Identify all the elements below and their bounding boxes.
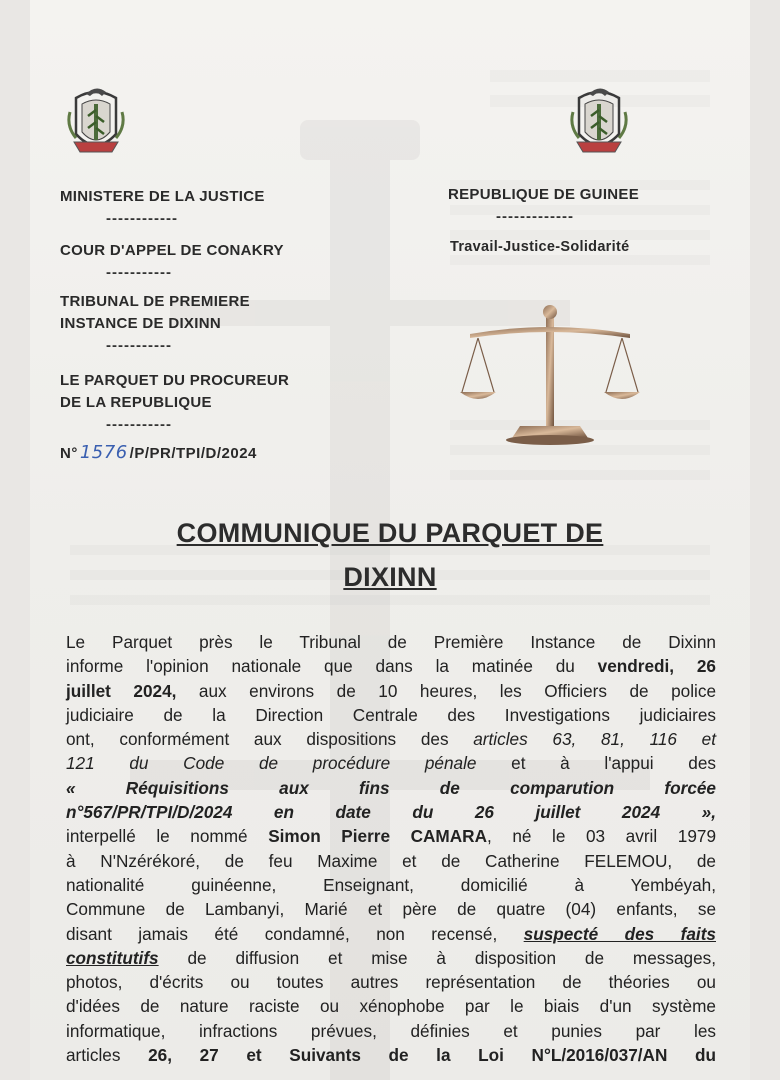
body-line: à N'Nzérékoré, de feu Maxime et de Catherine FELEMOU, de bbox=[66, 850, 716, 871]
body-line: constitutifs de diffusion et mise à disposition de messages, bbox=[66, 947, 716, 968]
body-line: disant jamais été condamné, non recensé, suspecté des faits bbox=[66, 923, 716, 944]
body-line: d'idées de nature raciste ou xénophobe par le biais d'un système bbox=[66, 996, 716, 1017]
body-line: Commune de Lambanyi, Marié et père de quatre (04) enfants, se bbox=[66, 899, 716, 920]
reference-suffix: /P/PR/TPI/D/2024 bbox=[129, 445, 257, 462]
separator: ------------- bbox=[496, 208, 574, 225]
separator: ----------- bbox=[106, 264, 172, 281]
tribunal-label-line1: TRIBUNAL DE PREMIERE bbox=[60, 293, 250, 310]
body-line: 121 du Code de procédure pénale et à l'appui des bbox=[66, 753, 716, 774]
body-line: juillet 2024, aux environs de 10 heures, les Officiers de police bbox=[66, 680, 717, 701]
separator: ----------- bbox=[106, 337, 172, 354]
scales-of-justice-icon bbox=[460, 300, 640, 450]
reference-number bbox=[60, 442, 257, 463]
reference-prefix: N° bbox=[60, 445, 78, 462]
body-line: interpellé le nommé Simon Pierre CAMARA, né le 03 avril 1979 bbox=[66, 826, 717, 847]
parquet-label-line1: LE PARQUET DU PROCUREUR bbox=[60, 372, 290, 389]
national-motto: Travail-Justice-Solidarité bbox=[450, 239, 630, 255]
republic-label: REPUBLIQUE DE GUINEE bbox=[448, 186, 640, 203]
coat-of-arms-right-icon bbox=[565, 82, 633, 164]
body-line: articles 26, 27 et Suivants de la Loi N°L/2016/037/AN du bbox=[66, 1045, 716, 1066]
ministry-label: MINISTERE DE LA JUSTICE bbox=[60, 188, 265, 205]
coat-of-arms-left-icon bbox=[62, 82, 130, 164]
document-title-line2: DIXINN bbox=[343, 562, 437, 592]
communique-body bbox=[66, 630, 716, 1067]
body-line: n°567/PR/TPI/D/2024 en date du 26 juillet 2024 », bbox=[66, 802, 716, 823]
court-label: COUR D'APPEL DE CONAKRY bbox=[60, 242, 284, 259]
body-line: « Réquisitions aux fins de comparution forcée bbox=[66, 777, 716, 798]
body-line: informe l'opinion nationale que dans la matinée du vendredi, 26 bbox=[66, 656, 716, 677]
body-line: judiciaire de la Direction Centrale des Investigations judiciaires bbox=[66, 704, 716, 725]
body-line: photos, d'écrits ou toutes autres représentation de théories ou bbox=[66, 972, 716, 993]
tribunal-label-line2: INSTANCE DE DIXINN bbox=[60, 315, 221, 332]
separator: ----------- bbox=[106, 416, 172, 433]
reference-handwritten-number: 1576 bbox=[79, 442, 128, 463]
body-line: Le Parquet près le Tribunal de Première Instance de Dixinn bbox=[66, 632, 716, 652]
parquet-label-line2: DE LA REPUBLIQUE bbox=[60, 394, 212, 411]
document-page bbox=[30, 0, 750, 1080]
document-title-line1: COMMUNIQUE DU PARQUET DE bbox=[176, 518, 604, 548]
body-line: nationalité guinéenne, Enseignant, domicilié à Yembéyah, bbox=[66, 874, 716, 895]
body-line: informatique, infractions prévues, définies et punies par les bbox=[66, 1020, 716, 1041]
separator: ------------ bbox=[106, 210, 178, 227]
body-line: ont, conformément aux dispositions des articles 63, 81, 116 et bbox=[66, 729, 716, 750]
